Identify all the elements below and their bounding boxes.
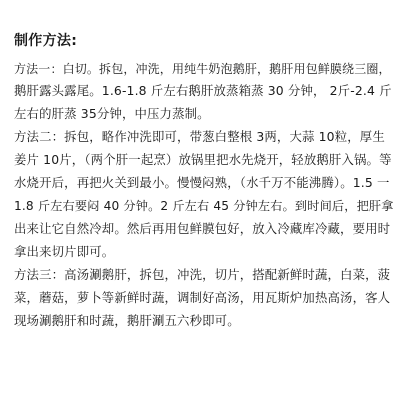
method-3-line-1: 方法三：高汤涮鹅肝，拆包，冲洗，切片，搭配新鲜时蔬，白菜，菠: [14, 267, 391, 282]
method-2-line-1: 方法二：拆包，略作冲洗即可，带葱白整根 3两，大蒜 10粒，厚生: [14, 129, 385, 144]
method-1-line-2: 鹅肝露头露尾。1.6-1.8 斤左右鹅肝放蒸箱蒸 30 分钟， 2斤-2.4 斤: [14, 83, 392, 98]
method-2-line-6: 拿出来切片即可。: [14, 244, 115, 259]
method-1-line-1: 方法一：白切。拆包，冲洗，用纯牛奶泡鹅肝，鹅肝用包鲜膜绕三圈，: [14, 62, 391, 76]
method-3-line-2: 菜，蘑菇，萝卜等新鲜时蔬，调制好高汤，用瓦斯炉加热高汤，客人: [14, 290, 391, 305]
method-2-line-2: 姜片 10片，（两个肝一起烹）放锅里把水先烧开，轻放鹅肝入锅。等: [14, 152, 392, 167]
method-2-line-5: 出来让它自然冷却。然后再用包鲜膜包好，放入冷藏库冷藏，要用时: [14, 221, 391, 236]
method-2-line-3: 水烧开后，再把火关到最小。慢慢闷熟，（水千万不能沸腾）。1.5 一: [14, 175, 390, 190]
section-heading: 制作方法:: [14, 33, 78, 49]
method-1-line-3: 左右的肝蒸 35分钟，中压力蒸制。: [14, 106, 210, 121]
method-2-line-4: 1.8 斤左右要闷 40 分钟。2 斤左右 45 分钟左右。到时间后，把肝拿: [14, 199, 394, 213]
method-3-line-3: 现场涮鹅肝和时蔬，鹅肝涮五六秒即可。: [14, 313, 240, 328]
